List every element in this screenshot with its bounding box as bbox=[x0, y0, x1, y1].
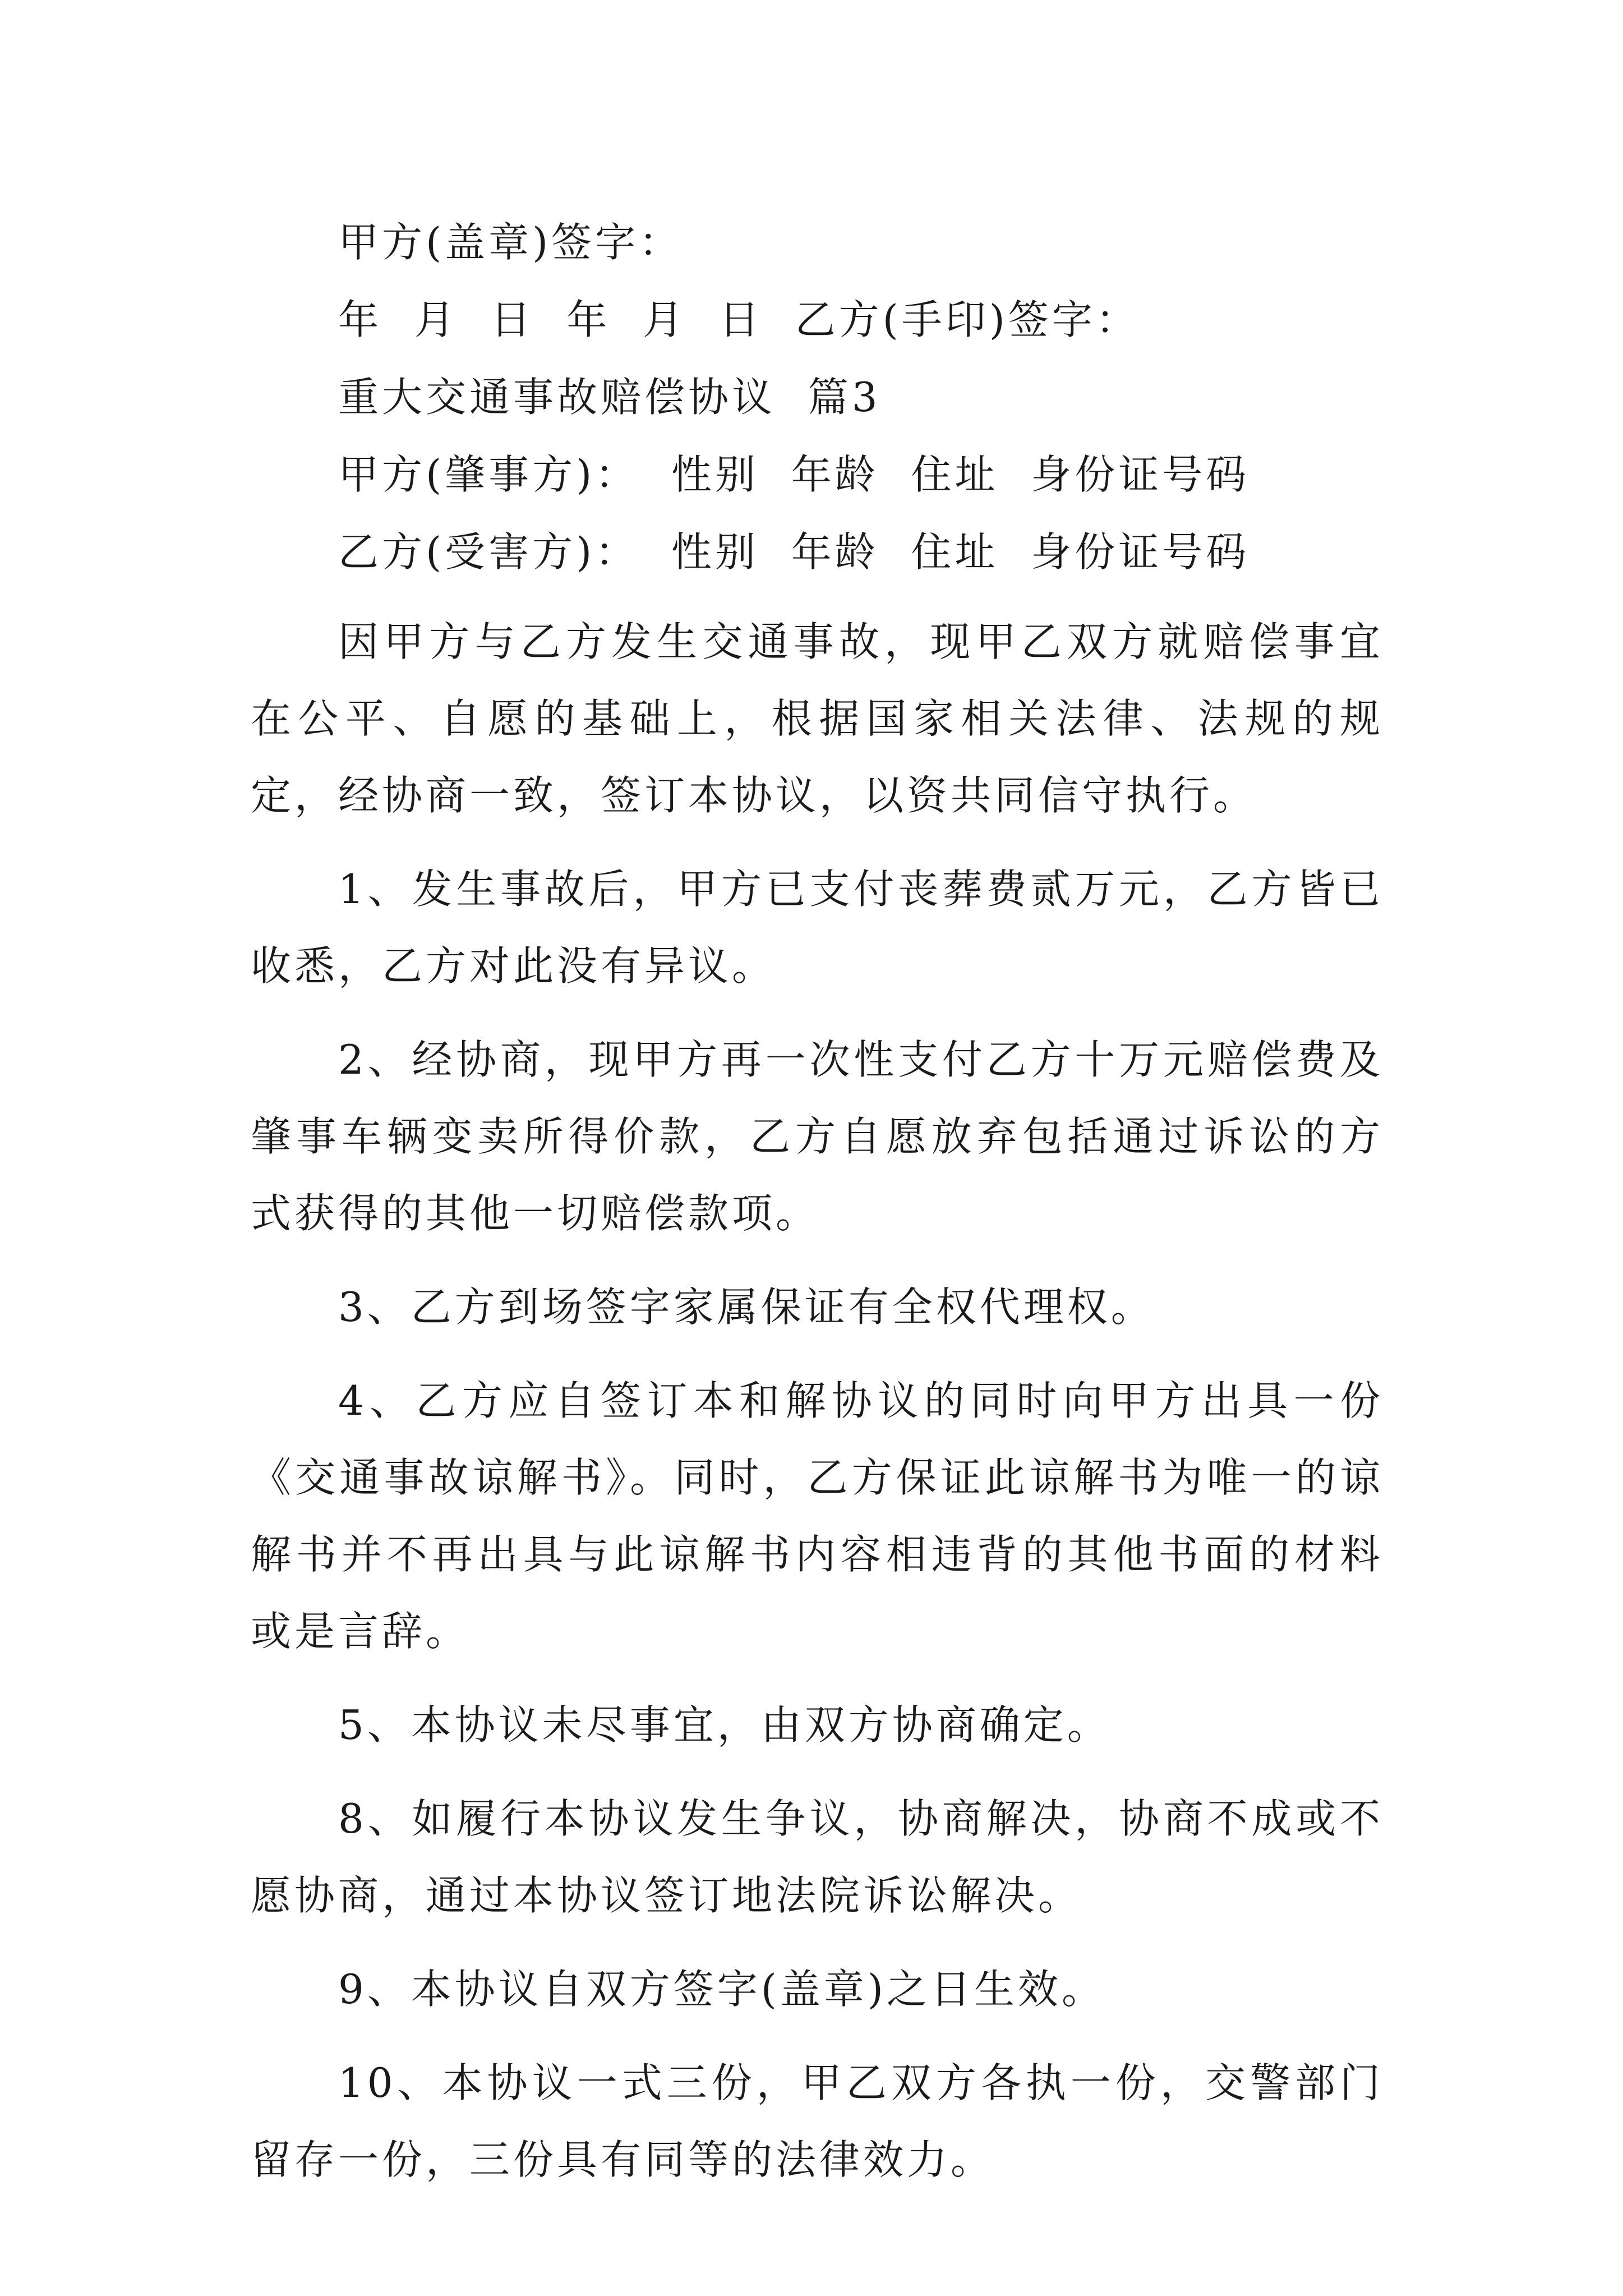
preamble-paragraph: 因甲方与乙方发生交通事故，现甲乙双方就赔偿事宜在公平、自愿的基础上，根据国家相关法律、法规的规定，经协商一致，签订本协议，以资共同信守执行。 bbox=[251, 618, 1384, 819]
signature-and-parties-block bbox=[251, 213, 1384, 581]
clause-10: 10、本协议一式三份，甲乙双方各执一份，交警部门留存一份，三份具有同等的法律效力。 bbox=[251, 2059, 1384, 2183]
clause-1: 1、发生事故后，甲方已支付丧葬费贰万元，乙方皆已收悉，乙方对此没有异议。 bbox=[251, 866, 1384, 990]
date-and-party-b-signature-line: 年 月 日 年 月 日 乙方(手印)签字： bbox=[338, 296, 1140, 343]
section-title: 重大交通事故赔偿协议 篇3 bbox=[338, 374, 881, 421]
clause-8: 8、如履行本协议发生争议，协商解决，协商不成或不愿协商，通过本协议签订地法院诉讼解决。 bbox=[251, 1795, 1384, 1919]
party-a-signature-line: 甲方(盖章)签字： bbox=[338, 219, 683, 266]
clause-3: 3、乙方到场签字家属保证有全权代理权。 bbox=[338, 1283, 1155, 1331]
clause-9: 9、本协议自双方签字(盖章)之日生效。 bbox=[338, 1966, 1105, 2013]
party-b-info-line: 乙方(受害方)： 性别 年龄 住址 身份证号码 bbox=[338, 528, 1250, 576]
clause-5: 5、本协议未尽事宜，由双方协商确定。 bbox=[338, 1701, 1111, 1749]
clause-2: 2、经协商，现甲方再一次性支付乙方十万元赔偿费及肇事车辆变卖所得价款，乙方自愿放弃包括通过诉讼的方式获得的其他一切赔偿款项。 bbox=[251, 1036, 1384, 1237]
document-body bbox=[251, 213, 1384, 2215]
agreement-text bbox=[251, 604, 1384, 2198]
clause-4: 4、乙方应自签订本和解协议的同时向甲方出具一份《交通事故谅解书》。同时，乙方保证此谅解书为唯一的谅解书并不再出具与此谅解书内容相违背的其他书面的材料或是言辞。 bbox=[251, 1377, 1384, 1655]
party-a-info-line: 甲方(肇事方)： 性别 年龄 住址 身份证号码 bbox=[338, 451, 1250, 498]
